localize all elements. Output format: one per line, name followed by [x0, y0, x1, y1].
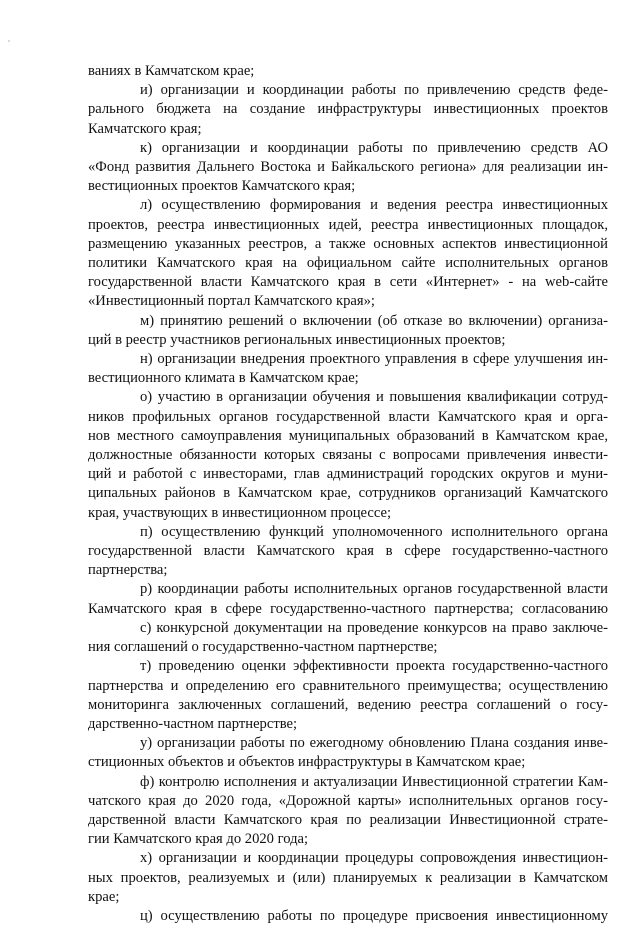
- document-line: ников профильных органов государственной власти Камчатского края и орга-: [88, 408, 608, 425]
- document-line: проектов, реестра инвестиционных идей, реестра инвестиционных площадок,: [88, 216, 608, 233]
- document-line: края, участвующих в инвестиционном процессе;: [88, 504, 392, 521]
- document-body: [88, 62, 608, 926]
- document-line: вестиционных проектов Камчатского края;: [88, 178, 356, 195]
- document-line: ваниях в Камчатском крае;: [88, 63, 255, 79]
- document-line: размещению указанных реестров, а также основных аспектов инвестиционной: [88, 235, 608, 252]
- document-line: «Фонд развития Дальнего Востока и Байкальского региона» для реализации ин-: [88, 159, 608, 176]
- document-line: ций и работой с инвесторами, глав администраций городских округов и муни-: [88, 466, 608, 483]
- document-line: дарственной власти Камчатского края по реализации Инвестиционной страте-: [88, 811, 608, 828]
- document-line: рального бюджета на создание инфраструктуры инвестиционных проектов: [88, 101, 608, 118]
- document-line: с) конкурсной документации на проведение конкурсов на право заключе-: [140, 619, 608, 636]
- document-line: вестиционного климата в Камчатском крае;: [88, 370, 359, 387]
- document-line: р) координации работы исполнительных органов государственной власти: [140, 581, 608, 598]
- document-line: государственной власти Камчатского края в сфере государственно-частного: [88, 543, 608, 560]
- document-line: х) организации и координации процедуры сопровождения инвестицион-: [140, 850, 608, 867]
- document-line: партнерства и определению его сравнительного преимущества; осуществлению: [88, 677, 608, 694]
- document-line: ципальных районов в Камчатском крае, сотрудников организаций Камчатского: [88, 485, 608, 502]
- document-line: дарственно-частном партнерстве;: [88, 715, 298, 732]
- document-line: л) осуществлению формирования и ведения реестра инвестиционных: [140, 197, 608, 214]
- document-line: нов местного самоуправления муниципальных образований в Камчатском крае,: [88, 427, 608, 444]
- document-line: п) осуществлению функций уполномоченного исполнительного органа: [140, 523, 608, 540]
- document-line: должностные обязанности которых связаны с вопросами привлечения инвести-: [88, 447, 608, 464]
- document-line: государственной власти Камчатского края в сети «Интернет» - на web-сайте: [88, 274, 608, 291]
- document-line: ния соглашений о государственно-частном партнерстве;: [88, 639, 438, 656]
- scan-speck: [8, 40, 10, 42]
- document-line: у) организации работы по ежегодному обновлению Плана создания инве-: [140, 735, 608, 752]
- document-line: о) участию в организации обучения и повышения квалификации сотруд-: [140, 389, 608, 406]
- document-line: к) организации и координации работы по привлечению средств АО: [140, 139, 608, 156]
- document-line: Камчатского края;: [88, 120, 202, 137]
- document-line: крае;: [88, 888, 120, 905]
- document-line: партнерства;: [88, 562, 168, 579]
- document-line: Камчатского края в сфере государственно-частного партнерства; согласованию: [88, 600, 608, 617]
- document-line: ций в реестр участников региональных инвестиционных проектов;: [88, 331, 506, 348]
- document-line: чатского края до 2020 года, «Дорожной карты» исполнительных органов госу-: [88, 792, 608, 809]
- document-line: «Инвестиционный портал Камчатского края»;: [88, 293, 375, 310]
- document-line: ных проектов, реализуемых и (или) планируемых к реализации в Камчатском: [88, 869, 608, 886]
- document-line: стиционных объектов и объектов инфраструктуры в Камчатском крае;: [88, 754, 526, 771]
- document-line: м) принятию решений о включении (об отказе во включении) организа-: [140, 312, 608, 329]
- document-line: мониторинга заключенных соглашений, ведению реестра соглашений о госу-: [88, 696, 608, 713]
- document-line: гии Камчатского края до 2020 года;: [88, 831, 309, 848]
- document-line: ц) осуществлению работы по процедуре присвоения инвестиционному: [140, 907, 608, 924]
- document-line: т) проведению оценки эффективности проекта государственно-частного: [140, 658, 608, 675]
- document-line: н) организации внедрения проектного управления в сфере улучшения ин-: [140, 351, 608, 368]
- document-line: политики Камчатского края на официальном сайте исполнительных органов: [88, 255, 608, 272]
- document-line: и) организации и координации работы по привлечению средств феде-: [140, 82, 608, 99]
- document-line: ф) контролю исполнения и актуализации Инвестиционной стратегии Кам-: [140, 773, 608, 790]
